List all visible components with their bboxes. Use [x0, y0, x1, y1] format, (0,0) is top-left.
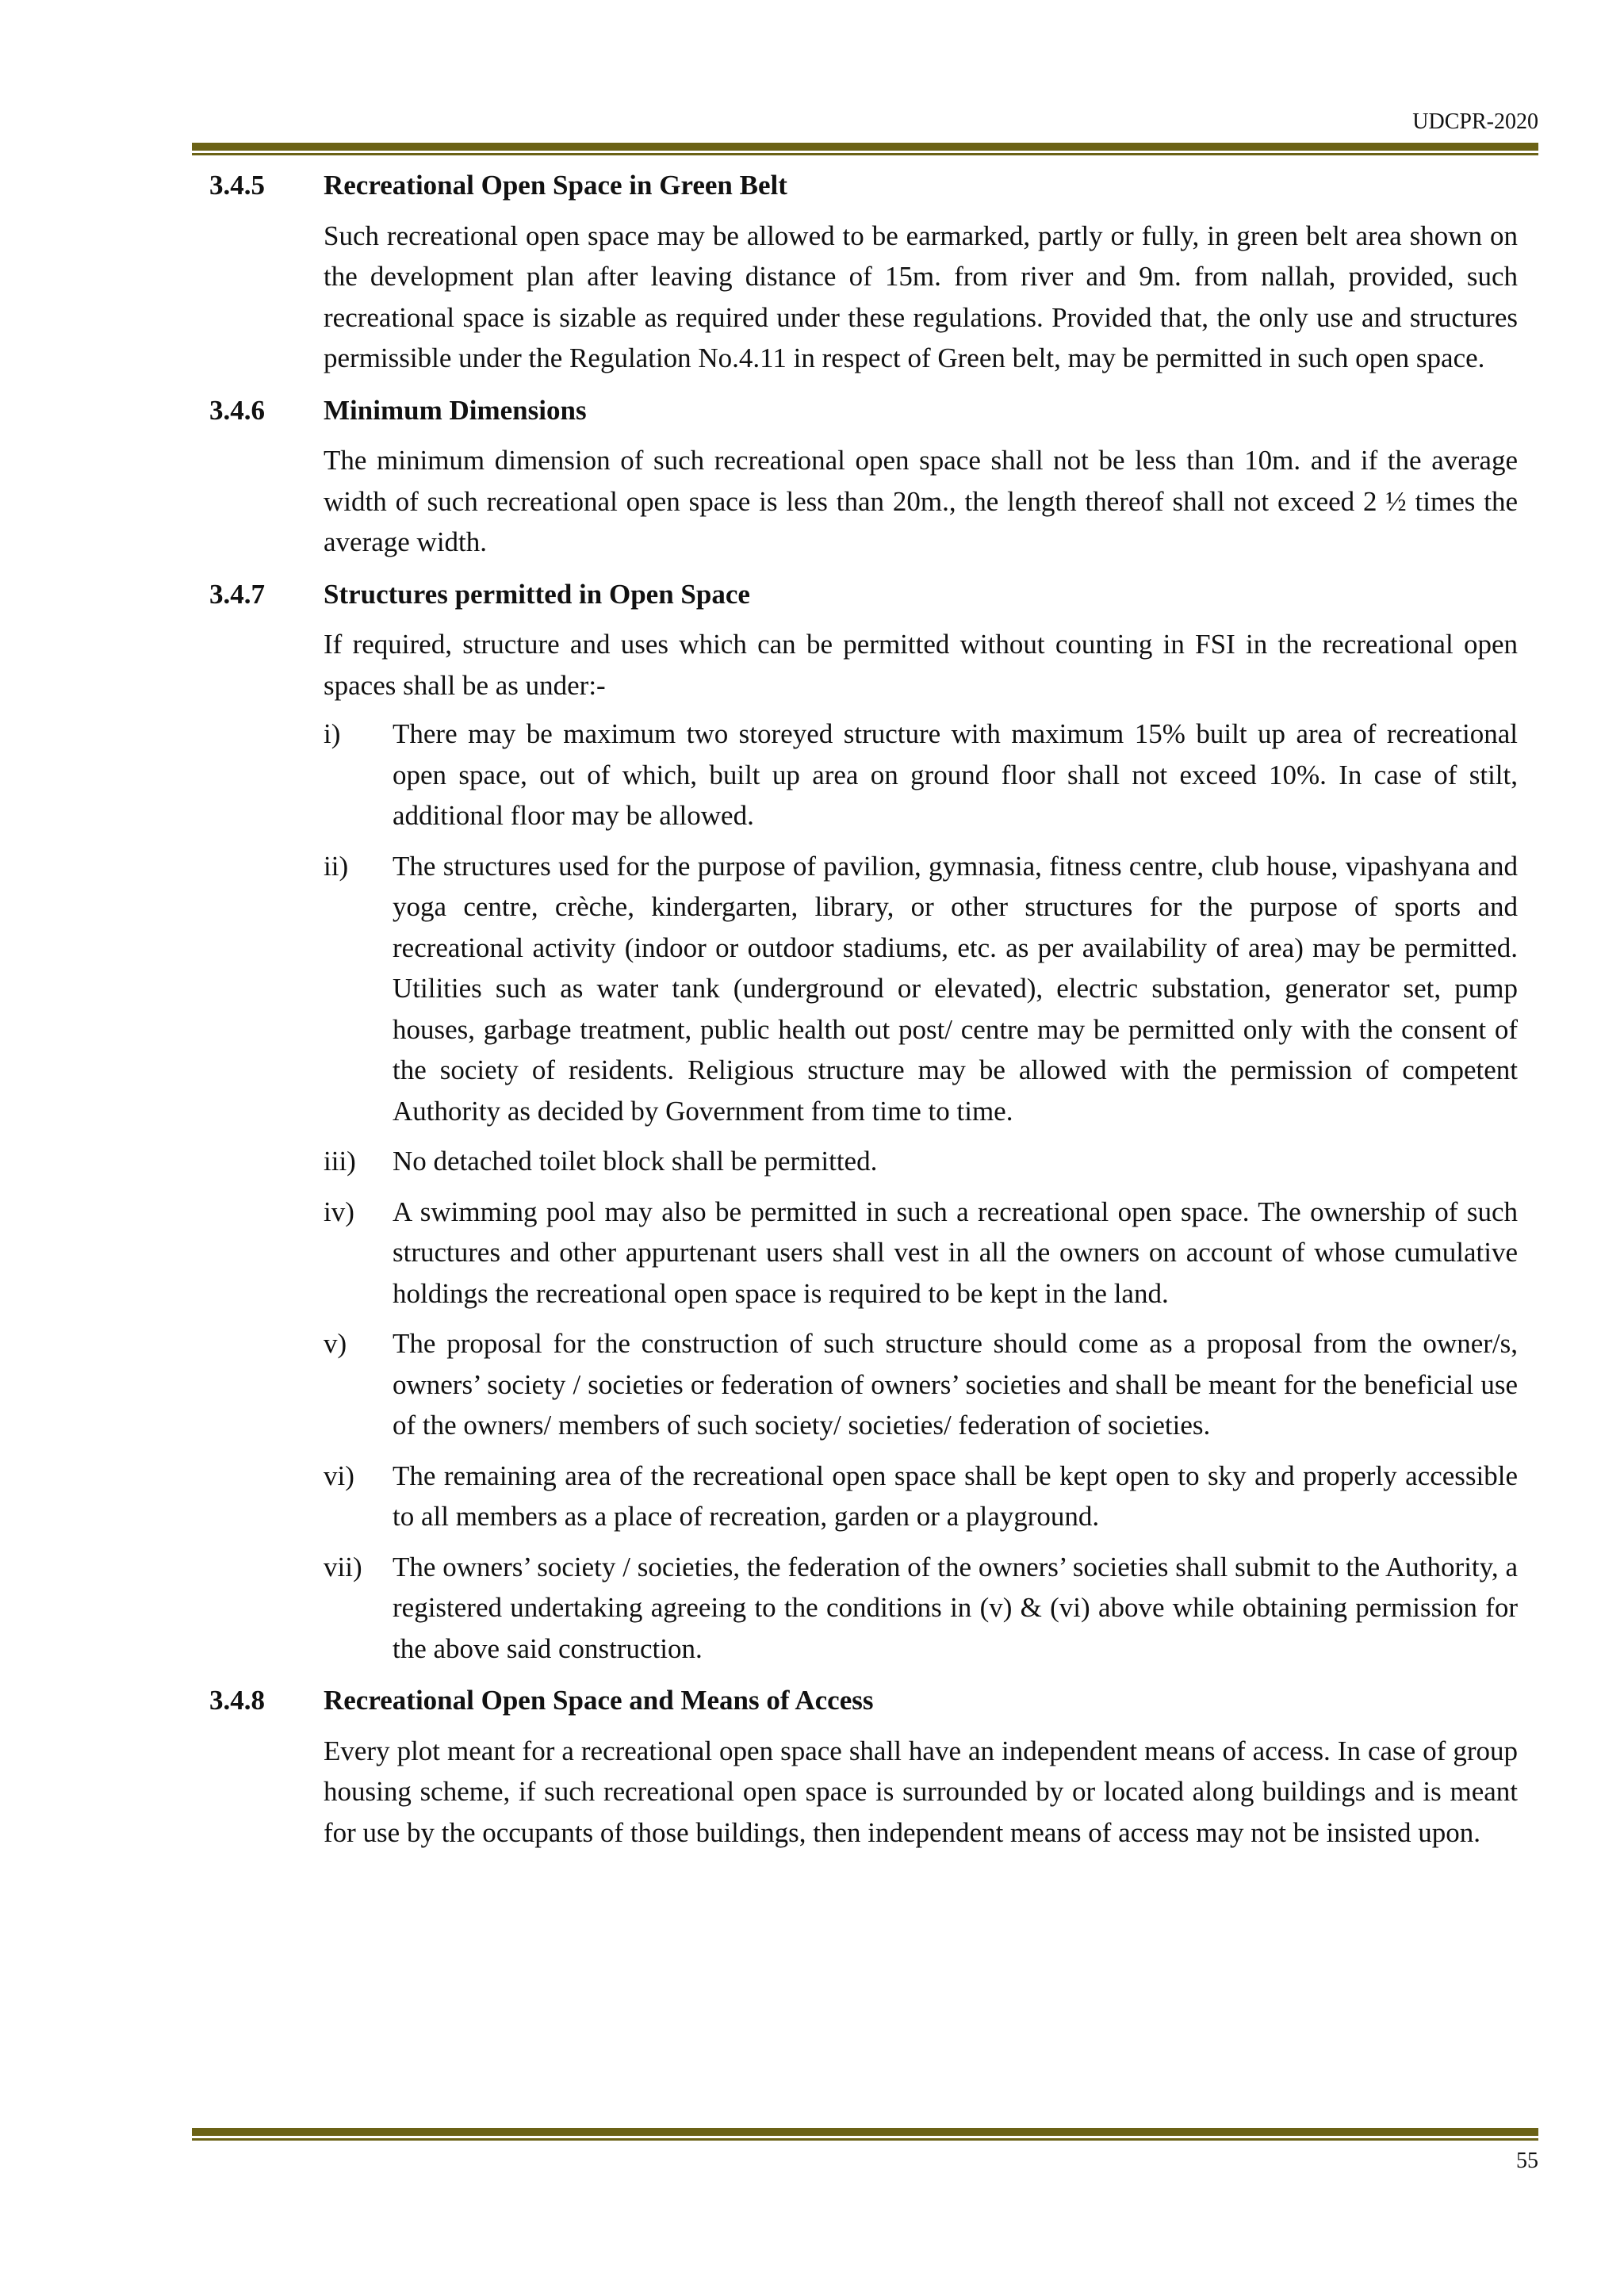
list-item — [324, 1547, 1518, 1670]
list-item-text: A swimming pool may also be permitted in such a recreational open space. The ownership of such structures and other appurtenant users shall vest in all the owners on account of whose cumulative holdings the recreational open space is required to be kept in the land. — [393, 1196, 1518, 1309]
section-paragraph: Such recreational open space may be allowed to be earmarked, partly or fully, in green belt area shown on the development plan after leaving distance of 15m. from river and 9m. from nallah, provided, such recreational space is sizable as required under these regulations. Provided that, the only use and structures permissible under the Regulation No.4.11 in respect of Green belt, may be permitted in such open space. — [324, 220, 1518, 373]
section-heading — [209, 574, 1518, 615]
list-item-text: No detached toilet block shall be permitted. — [393, 1146, 878, 1177]
section-paragraph: If required, structure and uses which can be permitted without counting in FSI in the recreational open spaces shall be as under:- — [324, 629, 1518, 701]
list-item — [324, 846, 1518, 1132]
section-3-4-5 — [209, 165, 1518, 379]
list-item-text: The remaining area of the recreational open space shall be kept open to sky and properly accessible to all members as a place of recreation, garden or a playground. — [393, 1460, 1518, 1532]
section-number: 3.4.6 — [209, 394, 265, 426]
section-heading — [209, 165, 1518, 206]
permitted-structures-list — [324, 714, 1518, 1669]
list-marker: vi) — [324, 1460, 354, 1491]
list-item — [324, 714, 1518, 836]
list-item — [324, 1141, 1518, 1182]
section-3-4-8 — [209, 1680, 1518, 1853]
section-paragraph: Every plot meant for a recreational open space shall have an independent means of access. In case of group housing scheme, if such recreational open space is surrounded by or located along buildings and is meant for use by the occupants of those buildings, then independent means of access may not be insisted upon. — [324, 1735, 1518, 1848]
section-3-4-6 — [209, 390, 1518, 563]
section-heading — [209, 390, 1518, 431]
list-item — [324, 1456, 1518, 1537]
footer-rule — [192, 2128, 1538, 2141]
list-marker: ii) — [324, 850, 349, 882]
document-code: UDCPR-2020 — [1412, 109, 1538, 134]
list-item-text: There may be maximum two storeyed structure with maximum 15% built up area of recreational open space, out of which, built up area on ground floor shall not exceed 10%. In case of stilt, additional floor may be allowed. — [393, 718, 1518, 831]
section-number: 3.4.8 — [209, 1685, 265, 1716]
page-content — [209, 165, 1518, 1864]
section-paragraph: The minimum dimension of such recreational open space shall not be less than 10m. and if the average width of such recreational open space is less than 20m., the length thereof shall not exceed 2 ½ times the average width. — [324, 445, 1518, 557]
list-item-text: The owners’ society / societies, the federation of the owners’ societies shall submit to the Authority, a registered undertaking agreeing to the conditions in (v) & (vi) above while obtaining permission for the above said construction. — [393, 1551, 1518, 1664]
list-marker: v) — [324, 1328, 347, 1359]
list-item — [324, 1192, 1518, 1314]
list-marker: i) — [324, 718, 341, 749]
section-title: Recreational Open Space in Green Belt — [324, 170, 787, 201]
page-number: 55 — [1516, 2149, 1538, 2173]
section-title: Minimum Dimensions — [324, 394, 587, 426]
list-marker: iii) — [324, 1146, 356, 1177]
list-item-text: The proposal for the construction of such structure should come as a proposal from the owner/s, owners’ society / societies or federation of owners’ societies and shall be meant for the beneficial use of the owners/ members of such society/ societies/ federation of societies. — [393, 1328, 1518, 1441]
section-title: Structures permitted in Open Space — [324, 578, 750, 610]
section-heading — [209, 1680, 1518, 1721]
section-number: 3.4.7 — [209, 578, 265, 610]
section-title: Recreational Open Space and Means of Access — [324, 1685, 874, 1716]
header-rule — [192, 143, 1538, 155]
list-item — [324, 1323, 1518, 1446]
list-marker: iv) — [324, 1196, 354, 1227]
section-3-4-7 — [209, 574, 1518, 1670]
section-number: 3.4.5 — [209, 170, 265, 201]
list-item-text: The structures used for the purpose of pavilion, gymnasia, fitness centre, club house, vipashyana and yoga centre, crèche, kindergarten, library, or other structures for the purpose of sports and recreational activity (indoor or outdoor stadiums, etc. as per availability of area) may be permitted. Utilities such as water tank (underground or elevated), electric substation, generator set, pump houses, garbage treatment, public health out post/ centre may be permitted only with the consent of the society of residents. Religious structure may be allowed with the permission of competent Authority as decided by Government from time to time. — [393, 850, 1518, 1127]
list-marker: vii) — [324, 1551, 362, 1582]
